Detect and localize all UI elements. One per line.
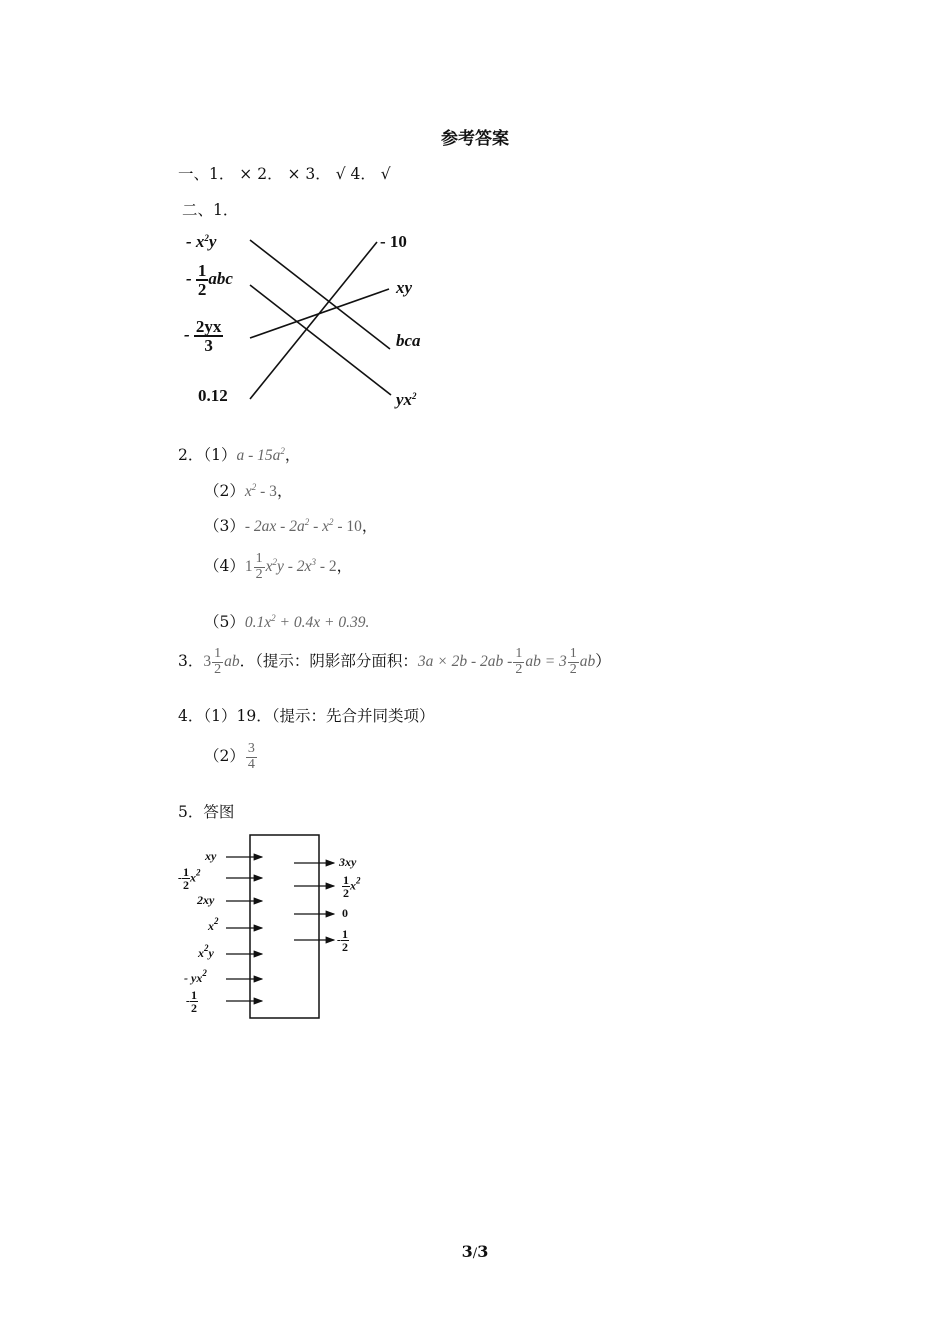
output-label-3: 0 — [342, 906, 348, 920]
q3-answer: 3．3 $\frac{1}{2}$ ab．（提示：阴影部分面积：3a × 2b - 2ab - $\frac{1}{2}$ ab = 3 $\frac{1}{2}$ ab） — [178, 646, 611, 677]
section2-heading: 二、1． — [182, 201, 239, 219]
input-label-7: - $\frac{1}{2}$ — [186, 988, 197, 1015]
page-number: 3/3 — [461, 1242, 489, 1261]
q2-part2: $(2)x^2 - 3$， — [204, 482, 293, 500]
output-label-4: - $\frac{1}{2}$ — [337, 927, 348, 954]
q2-part4: （4）1 $\frac{1}{2}$ $x^2y - 2x^3 - 2$， — [204, 551, 353, 582]
section1-answers: 一、1． × 2． × 3． √ 4． √ — [178, 165, 391, 183]
left-item-3: - $\frac{2yx}{3}$ — [184, 317, 222, 355]
right-item-3: bca — [396, 331, 421, 350]
input-label-5: $x^2y$ — [198, 943, 214, 960]
input-label-3: 2xy — [197, 893, 215, 907]
q4-part2: （2） $\frac{3}{4}$ — [204, 741, 255, 772]
q2-part3: （3）- $2ax - 2a^2 - x^2 - 10$， — [204, 517, 378, 535]
q5-heading: 5．答图 — [178, 803, 235, 821]
input-label-6: - $yx^2$ — [184, 968, 207, 985]
input-label-2: - $\frac{1}{2}$ $x^2$ — [178, 865, 201, 892]
page-title: 参考答案 — [441, 129, 509, 149]
q2-part5: $(5)0.1x^2 + 0.4x + 0.39$. — [204, 613, 370, 631]
left-item-1: - $x^2y$ — [186, 232, 217, 251]
q2-part1: 2．$(1)a - 15a^2$， — [178, 446, 301, 464]
left-item-2: - $\frac{1}{2}$ abc — [186, 261, 233, 299]
right-item-2: xy — [396, 278, 413, 297]
left-item-4: 0.12 — [198, 386, 228, 405]
output-label-2: $\frac{1}{2}$ $x^2$ — [343, 873, 361, 900]
input-label-1: xy — [205, 849, 217, 863]
output-label-1: 3xy — [339, 855, 357, 869]
right-item-4: $yx^2$ — [396, 390, 417, 409]
input-label-4: $x^2$ — [208, 916, 219, 933]
q4-part1: 4．（1）19．（提示：先合并同类项） — [178, 707, 435, 725]
right-item-1: - 10 — [380, 232, 407, 251]
